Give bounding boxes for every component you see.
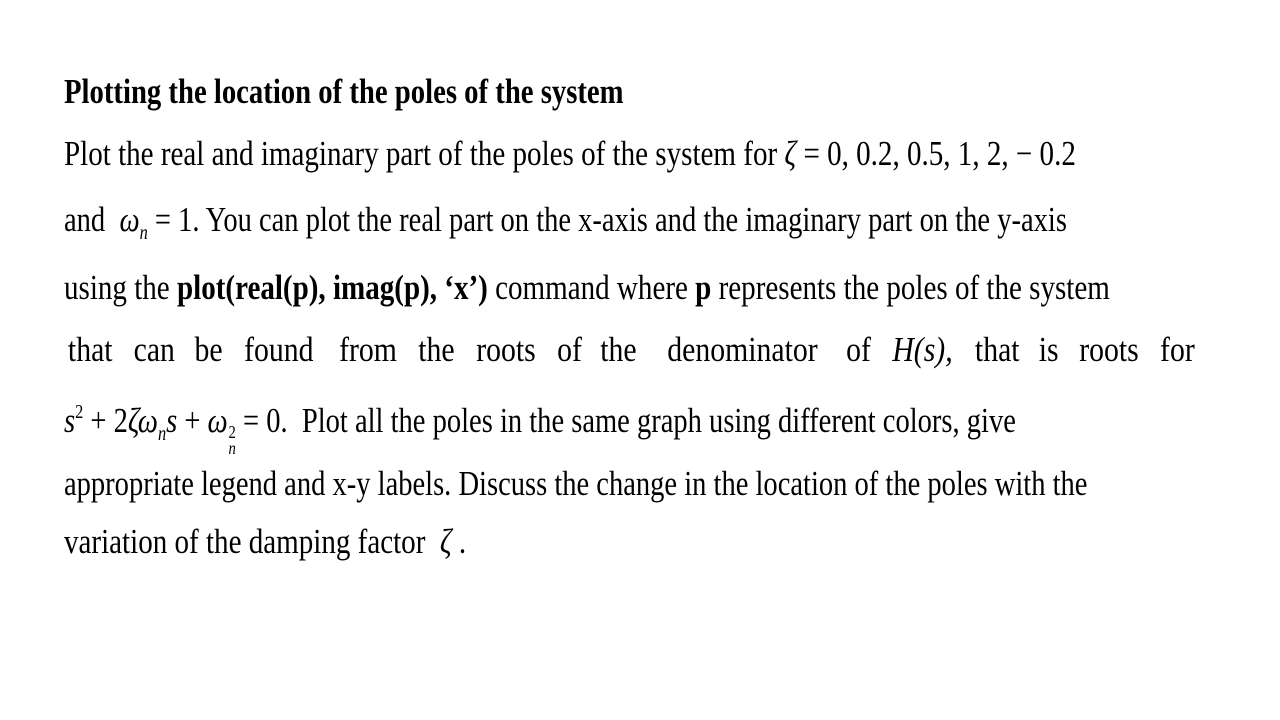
line5-rest: Plot all the poles in the same graph using different colors, give	[301, 401, 1016, 440]
omega-symbol-sq: ω	[207, 401, 228, 440]
heading-line	[64, 68, 1198, 116]
line3-pre: using the	[64, 268, 170, 307]
line2-and: and	[64, 200, 106, 239]
line4-word: of	[846, 330, 871, 369]
h-of-s: H(s),	[891, 330, 953, 369]
line2-rest: You can plot the real part on the x-axis and the imaginary part on the y-axis	[205, 200, 1067, 239]
paragraph-line-5	[64, 388, 1198, 458]
line7-text: variation of the damping factor	[64, 522, 426, 561]
line4-word: be	[194, 330, 223, 369]
plus-two: + 2	[90, 401, 128, 440]
line4-word: for	[1160, 330, 1195, 369]
plus-sign: +	[184, 401, 201, 440]
paragraph-line-2	[64, 196, 1198, 244]
paragraph-line-7	[64, 518, 1198, 566]
omega-squared: 2	[228, 422, 236, 442]
paragraph-line-6	[64, 460, 1198, 508]
line4-word: the	[418, 330, 455, 369]
line4-word: of	[556, 330, 582, 369]
section-heading: Plotting the location of the poles of the system	[64, 72, 624, 111]
line3-rest: represents the poles of the system	[718, 268, 1110, 307]
s-exponent: 2	[75, 401, 84, 423]
paragraph-line-3	[64, 264, 1198, 312]
omega-subscript: n	[139, 222, 148, 244]
final-period: .	[458, 522, 467, 561]
line4-word: roots	[476, 330, 537, 369]
omega-sub-eq: n	[157, 423, 167, 445]
line4-word: that	[67, 330, 113, 369]
zeta-symbol: ζ	[784, 134, 797, 173]
zeta-symbol-final: ζ	[439, 522, 452, 561]
omega-sq-sub: n	[228, 438, 236, 458]
omega-symbol: ω	[119, 200, 140, 239]
line3-mid: command where	[495, 268, 688, 307]
line4-word: the	[600, 330, 637, 369]
line4-word: roots	[1078, 330, 1139, 369]
line6-text: appropriate legend and x-y labels. Discuss the change in the location of the poles with the	[64, 464, 1088, 503]
omega-symbol-eq: ω	[137, 401, 158, 440]
line2-eq: = 1.	[154, 200, 200, 239]
s-variable: s	[64, 401, 76, 440]
paragraph-line-1	[64, 130, 1198, 178]
line4-word: denominator	[666, 330, 818, 369]
zeta-values: = 0, 0.2, 0.5, 1, 2, − 0.2	[803, 134, 1076, 173]
omega-sup-sub	[229, 424, 236, 456]
plot-command: plot(real(p), imag(p), ‘x’)	[176, 268, 488, 307]
line1-text: Plot the real and imaginary part of the poles of the system for	[64, 134, 778, 173]
zeta-symbol-eq: ζ	[127, 401, 138, 440]
equals-zero: = 0.	[242, 401, 288, 440]
line4-word: can	[133, 330, 175, 369]
paragraph-line-4	[64, 326, 1198, 374]
p-variable: p	[695, 268, 712, 307]
s-variable-2: s	[166, 401, 178, 440]
justified-line-4	[64, 326, 1198, 374]
line4-word: from	[338, 330, 397, 369]
line4-word: found	[244, 330, 315, 369]
line4-word: is	[1038, 330, 1059, 369]
line4-word: that	[974, 330, 1020, 369]
